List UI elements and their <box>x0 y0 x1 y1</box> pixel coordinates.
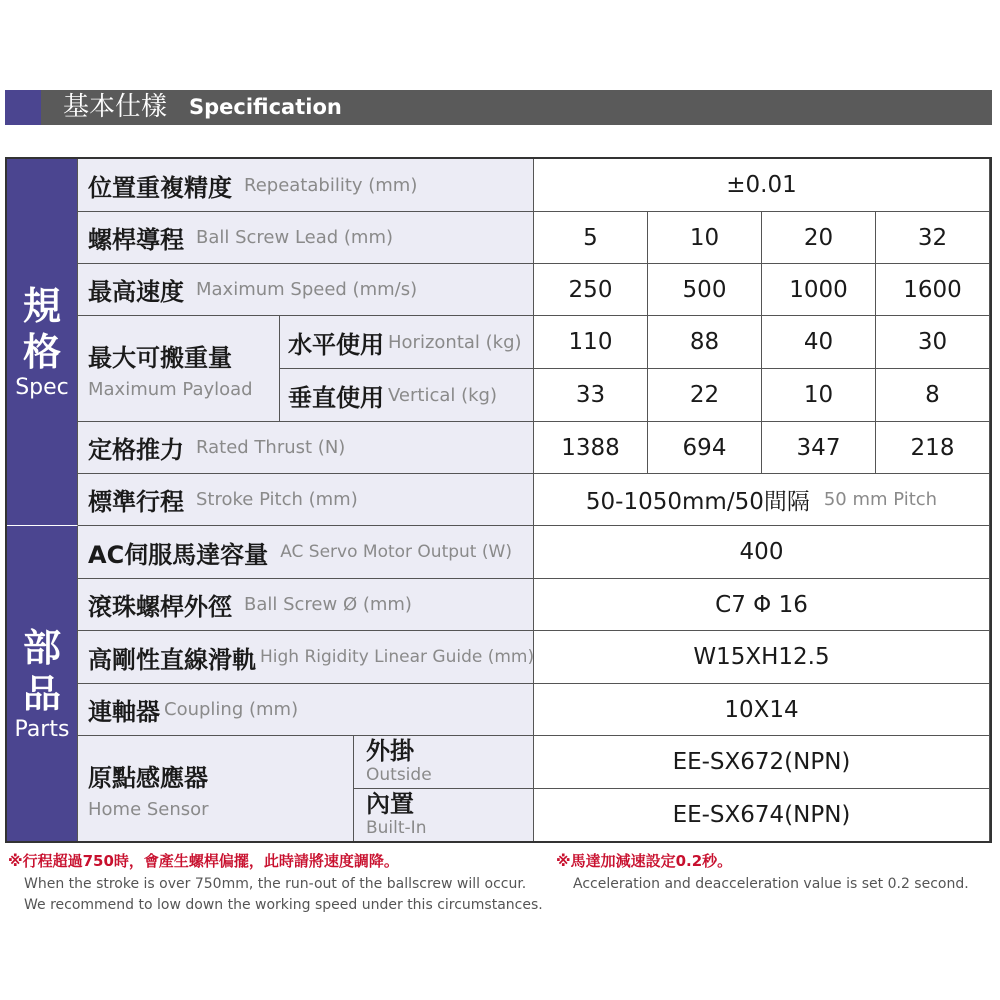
row-stroke-label <box>78 474 534 526</box>
note-accel-en: Acceleration and deacceleration value is set 0.2 second. <box>573 876 969 892</box>
lead-value: 32 <box>876 212 990 264</box>
coupling-en: Coupling (mm) <box>164 699 299 720</box>
speed-cn: 最高速度 <box>88 278 184 306</box>
payload-vertical-label <box>280 369 534 422</box>
thrust-value: 694 <box>648 422 762 474</box>
lead-value: 20 <box>762 212 876 264</box>
motor-en: AC Servo Motor Output (W) <box>280 542 512 562</box>
row-payload-label <box>78 316 280 422</box>
builtin-en: Built-In <box>366 818 427 838</box>
sensor-builtin-label <box>354 789 534 841</box>
payload-en: Maximum Payload <box>88 378 253 400</box>
horizontal-en: Horizontal (kg) <box>388 331 522 353</box>
speed-value: 1600 <box>876 264 990 316</box>
row-guide-label <box>78 631 534 684</box>
header-accent-block <box>5 90 41 125</box>
spec-table <box>5 157 992 843</box>
row-lead-label <box>78 212 534 264</box>
guide-cn: 高剛性直線滑軌 <box>88 645 256 674</box>
screw-dia-cn: 滾珠螺桿外徑 <box>88 593 232 621</box>
thrust-value: 218 <box>876 422 990 474</box>
stroke-value-cell <box>534 474 990 526</box>
sensor-outside-label <box>354 736 534 789</box>
section-spec <box>7 159 78 526</box>
sensor-en: Home Sensor <box>88 798 209 820</box>
stroke-value: 50-1050mm/50間隔 <box>585 489 810 515</box>
section-parts <box>7 526 78 841</box>
section-parts-char2: 品 <box>22 671 61 716</box>
speed-en: Maximum Speed (mm/s) <box>196 279 418 300</box>
thrust-en: Rated Thrust (N) <box>196 437 346 458</box>
guide-value: W15XH12.5 <box>534 631 990 684</box>
stroke-value-en: 50 mm Pitch <box>823 489 938 510</box>
row-coupling-label <box>78 684 534 736</box>
section-spec-char1: 規 <box>22 284 61 328</box>
payload-horizontal-label <box>280 316 534 369</box>
vertical-value: 22 <box>648 369 762 422</box>
speed-value: 250 <box>534 264 648 316</box>
section-parts-char1: 部 <box>22 625 61 670</box>
section-parts-en: Parts <box>14 716 70 742</box>
coupling-cn: 連軸器 <box>88 698 160 726</box>
row-repeatability-label <box>78 159 534 212</box>
stroke-cn: 標準行程 <box>88 488 184 516</box>
speed-value: 1000 <box>762 264 876 316</box>
payload-cn: 最大可搬重量 <box>88 343 232 372</box>
row-screw-dia-label <box>78 579 534 631</box>
screw-dia-value: C7 Φ 16 <box>534 579 990 631</box>
thrust-cn: 定格推力 <box>88 436 184 464</box>
horizontal-value: 30 <box>876 316 990 369</box>
stroke-en: Stroke Pitch (mm) <box>196 489 358 510</box>
vertical-value: 10 <box>762 369 876 422</box>
repeatability-cn: 位置重複精度 <box>88 173 232 202</box>
builtin-value: EE-SX674(NPN) <box>534 789 990 841</box>
lead-value: 5 <box>534 212 648 264</box>
thrust-value: 1388 <box>534 422 648 474</box>
note-stroke-cn: ※行程超過750時，會產生螺桿偏擺，此時請將速度調降。 <box>8 852 399 870</box>
vertical-cn: 垂直使用 <box>288 383 384 412</box>
speed-value: 500 <box>648 264 762 316</box>
row-motor-label <box>78 526 534 579</box>
vertical-value: 8 <box>876 369 990 422</box>
header-title-en: Specification <box>189 95 342 119</box>
repeatability-en: Repeatability (mm) <box>244 174 418 196</box>
lead-cn: 螺桿導程 <box>88 226 184 254</box>
thrust-value: 347 <box>762 422 876 474</box>
guide-en: High Rigidity Linear Guide (mm) <box>260 647 535 667</box>
coupling-value: 10X14 <box>534 684 990 736</box>
horizontal-value: 40 <box>762 316 876 369</box>
row-sensor-label <box>78 736 354 841</box>
row-speed-label <box>78 264 534 316</box>
note-accel-cn: ※馬達加減速設定0.2秒。 <box>556 852 733 870</box>
vertical-value: 33 <box>534 369 648 422</box>
lead-en: Ball Screw Lead (mm) <box>196 227 394 248</box>
section-header-bar <box>5 90 992 125</box>
lead-value: 10 <box>648 212 762 264</box>
horizontal-cn: 水平使用 <box>288 330 384 359</box>
horizontal-value: 110 <box>534 316 648 369</box>
repeatability-value: ±0.01 <box>534 159 990 212</box>
section-spec-en: Spec <box>15 375 69 400</box>
section-spec-char2: 格 <box>22 330 61 374</box>
builtin-cn: 內置 <box>366 790 414 818</box>
header-title-cn: 基本仕樣 <box>63 92 168 122</box>
horizontal-value: 88 <box>648 316 762 369</box>
vertical-en: Vertical (kg) <box>388 384 497 406</box>
motor-cn: AC伺服馬達容量 <box>88 540 269 569</box>
note-stroke-en-line1: When the stroke is over 750mm, the run-out of the ballscrew will occur. <box>24 876 527 892</box>
screw-dia-en: Ball Screw Ø (mm) <box>244 594 412 615</box>
note-stroke-en-line2: We recommend to low down the working speed under this circumstances. <box>24 897 543 913</box>
outside-en: Outside <box>366 765 432 785</box>
outside-cn: 外掛 <box>366 737 414 765</box>
sensor-cn: 原點感應器 <box>88 763 208 792</box>
row-thrust-label <box>78 422 534 474</box>
motor-value: 400 <box>534 526 990 579</box>
outside-value: EE-SX672(NPN) <box>534 736 990 789</box>
